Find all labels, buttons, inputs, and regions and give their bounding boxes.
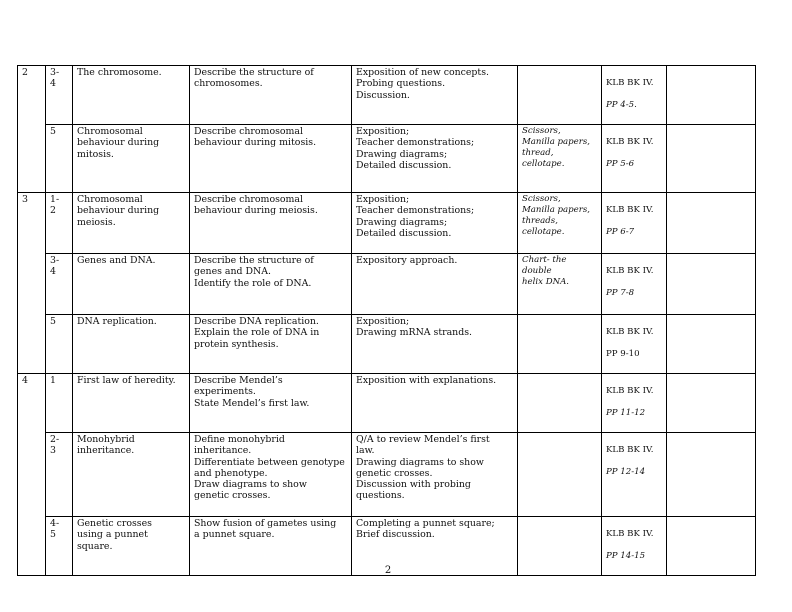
week-cell <box>18 125 46 193</box>
reference-pages: PP 14-15 <box>606 551 646 561</box>
objectives-cell: Define monohybrid inheritance. Differentiate between genotype and phenotype. Draw diagrams to show genetic crosses. <box>190 433 352 517</box>
reference-cell <box>602 433 667 517</box>
resources-cell: Chart- the double helix DNA. <box>518 254 602 315</box>
reference-book: KLB BK IV. <box>606 205 654 215</box>
lesson-cell: 3- 4 <box>46 66 73 125</box>
topic-cell: First law of heredity. <box>73 374 190 433</box>
reference-pages: PP 4-5. <box>606 100 637 110</box>
reference-pages: PP 11-12 <box>606 408 646 418</box>
remarks-cell <box>667 433 756 517</box>
reference-pages: PP 9-10 <box>606 349 640 359</box>
objectives-cell: Describe the structure of genes and DNA. Identify the role of DNA. <box>190 254 352 315</box>
reference-cell <box>602 193 667 254</box>
reference-pages: PP 12-14 <box>606 467 646 477</box>
reference-book: KLB BK IV. <box>606 137 654 147</box>
objectives-cell: Describe the structure of chromosomes. <box>190 66 352 125</box>
reference-book: KLB BK IV. <box>606 445 654 455</box>
lesson-cell: 1 <box>46 374 73 433</box>
topic-cell: Chromosomal behaviour during meiosis. <box>73 193 190 254</box>
reference-cell <box>602 125 667 193</box>
objectives-cell: Describe chromosomal behaviour during meiosis. <box>190 193 352 254</box>
reference-pages: PP 7-8 <box>606 288 635 298</box>
activities-cell: Expository approach. <box>352 254 518 315</box>
scheme-of-work-table <box>17 65 756 576</box>
reference-pages: PP 5-6 <box>606 159 635 169</box>
resources-cell: Scissors, Manilla papers, threads, cellotape. <box>518 193 602 254</box>
lesson-cell: 5 <box>46 315 73 374</box>
activities-cell: Exposition; Teacher demonstrations; Drawing diagrams; Detailed discussion. <box>352 125 518 193</box>
table-row <box>18 374 756 433</box>
topic-cell: Genes and DNA. <box>73 254 190 315</box>
table-row <box>18 193 756 254</box>
week-cell <box>18 254 46 315</box>
reference-cell <box>602 374 667 433</box>
remarks-cell <box>667 315 756 374</box>
activities-cell: Completing a punnet square; Brief discussion. <box>352 517 518 576</box>
topic-cell: Monohybrid inheritance. <box>73 433 190 517</box>
resources-cell <box>518 66 602 125</box>
resources-cell: Scissors, Manilla papers, thread, cellotape. <box>518 125 602 193</box>
resources-cell <box>518 315 602 374</box>
reference-book: KLB BK IV. <box>606 529 654 539</box>
lesson-cell: 3- 4 <box>46 254 73 315</box>
remarks-cell <box>667 66 756 125</box>
activities-cell: Q/A to review Mendel’s first law. Drawing diagrams to show genetic crosses. Discussion with probing questions. <box>352 433 518 517</box>
objectives-cell: Describe DNA replication. Explain the role of DNA in protein synthesis. <box>190 315 352 374</box>
reference-book: KLB BK IV. <box>606 78 654 88</box>
objectives-cell: Describe Mendel’s experiments. State Mendel’s first law. <box>190 374 352 433</box>
table-row <box>18 433 756 517</box>
lesson-cell: 1- 2 <box>46 193 73 254</box>
activities-cell: Exposition; Drawing mRNA strands. <box>352 315 518 374</box>
objectives-cell: Show fusion of gametes using a punnet square. <box>190 517 352 576</box>
reference-book: KLB BK IV. <box>606 386 654 396</box>
topic-cell: DNA replication. <box>73 315 190 374</box>
remarks-cell <box>667 193 756 254</box>
activities-cell: Exposition of new concepts. Probing questions. Discussion. <box>352 66 518 125</box>
week-cell: 4 <box>18 374 46 433</box>
table-row <box>18 125 756 193</box>
week-cell: 3 <box>18 193 46 254</box>
table-row <box>18 66 756 125</box>
topic-cell: The chromosome. <box>73 66 190 125</box>
reference-book: KLB BK IV. <box>606 327 654 337</box>
lesson-cell: 4- 5 <box>46 517 73 576</box>
resources-cell <box>518 374 602 433</box>
week-cell <box>18 433 46 517</box>
topic-cell: Chromosomal behaviour during mitosis. <box>73 125 190 193</box>
resources-cell <box>518 433 602 517</box>
reference-cell <box>602 315 667 374</box>
week-cell: 2 <box>18 66 46 125</box>
reference-cell <box>602 254 667 315</box>
remarks-cell <box>667 125 756 193</box>
activities-cell: Exposition; Teacher demonstrations; Drawing diagrams; Detailed discussion. <box>352 193 518 254</box>
remarks-cell <box>667 254 756 315</box>
remarks-cell <box>667 374 756 433</box>
reference-cell <box>602 66 667 125</box>
topic-cell: Genetic crosses using a punnet square. <box>73 517 190 576</box>
table-row <box>18 254 756 315</box>
lesson-cell: 5 <box>46 125 73 193</box>
page-number: 2 <box>384 565 392 576</box>
reference-pages: PP 6-7 <box>606 227 635 237</box>
reference-book: KLB BK IV. <box>606 266 654 276</box>
lesson-cell: 2- 3 <box>46 433 73 517</box>
objectives-cell: Describe chromosomal behaviour during mitosis. <box>190 125 352 193</box>
week-cell <box>18 315 46 374</box>
table-row <box>18 315 756 374</box>
activities-cell: Exposition with explanations. <box>352 374 518 433</box>
